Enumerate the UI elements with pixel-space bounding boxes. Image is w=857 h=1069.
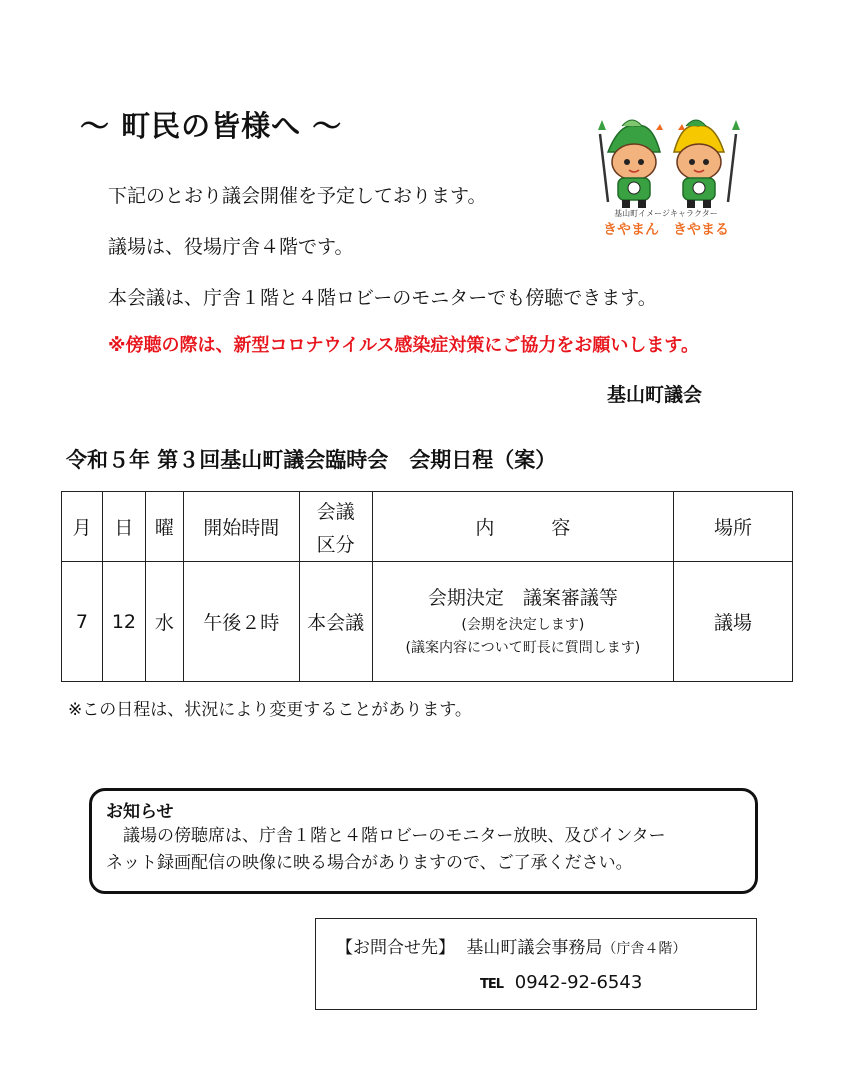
notice-line-2: ネット録画配信の映像に映る場合がありますので、ご了承ください。 [106, 853, 633, 873]
cell-place: 議場 [674, 562, 793, 682]
tel-icon: TEL [480, 977, 504, 992]
header-weekday: 曜 [145, 492, 183, 562]
content-main: 会期決定 議案審議等 [427, 587, 618, 609]
cell-start-time: 午後２時 [183, 562, 299, 682]
content-sub-2: (議案内容について町長に質問します) [405, 640, 641, 656]
mascot-names: きやまん きやまる [603, 222, 729, 238]
contact-phone: 0942-92-6543 [514, 972, 643, 993]
cell-day: 12 [102, 562, 145, 682]
table-row [62, 562, 793, 682]
mascot-caption: 基山町イメージキャラクター [614, 209, 718, 218]
mascot-icon [586, 112, 746, 242]
header-day: 日 [102, 492, 145, 562]
contact-box [315, 918, 757, 1010]
council-signature: 基山町議会 [607, 384, 703, 406]
contact-line-2 [480, 972, 642, 993]
content-sub-1: (会期を決定します) [461, 617, 585, 633]
schedule-table [61, 491, 793, 682]
cell-content [372, 562, 674, 682]
notice-title: お知らせ [106, 802, 174, 822]
schedule-note: ※この日程は、状況により変更することがあります。 [68, 700, 472, 720]
intro-line-2: 議場は、役場庁舎４階です。 [108, 236, 354, 258]
page-heading: ～ 町民の皆様へ ～ [80, 109, 343, 143]
notice-body [106, 823, 746, 877]
intro-line-3: 本会議は、庁舎１階と４階ロビーのモニターでも傍聴できます。 [108, 287, 657, 309]
notice-line-1: 議場の傍聴席は、庁舎１階と４階ロビーのモニター放映、及びインター [106, 826, 666, 846]
header-place: 場所 [674, 492, 793, 562]
contact-floor: （庁舎４階） [602, 941, 687, 957]
cell-month: 7 [62, 562, 103, 682]
schedule-header-row [62, 492, 793, 562]
cell-weekday: 水 [145, 562, 183, 682]
intro-line-1: 下記のとおり議会開催を予定しております。 [108, 185, 487, 207]
mascot-illustration [586, 112, 746, 242]
contact-office: 基山町議会事務局 [466, 938, 603, 958]
contact-line-1 [336, 933, 686, 958]
header-meeting-type [299, 492, 372, 562]
header-type-line-2: 区分 [316, 533, 355, 556]
header-type-line-1: 会議 [316, 500, 355, 523]
cell-meeting-type: 本会議 [299, 562, 372, 682]
schedule-title: 令和５年 第３回基山町議会臨時会 会期日程（案） [66, 448, 557, 472]
infection-warning: ※傍聴の際は、新型コロナウイルス感染症対策にご協力をお願いします。 [108, 335, 699, 356]
header-start-time: 開始時間 [183, 492, 299, 562]
contact-label: 【お問合せ先】 [336, 938, 455, 958]
header-content: 内 容 [372, 492, 674, 562]
header-month: 月 [62, 492, 103, 562]
